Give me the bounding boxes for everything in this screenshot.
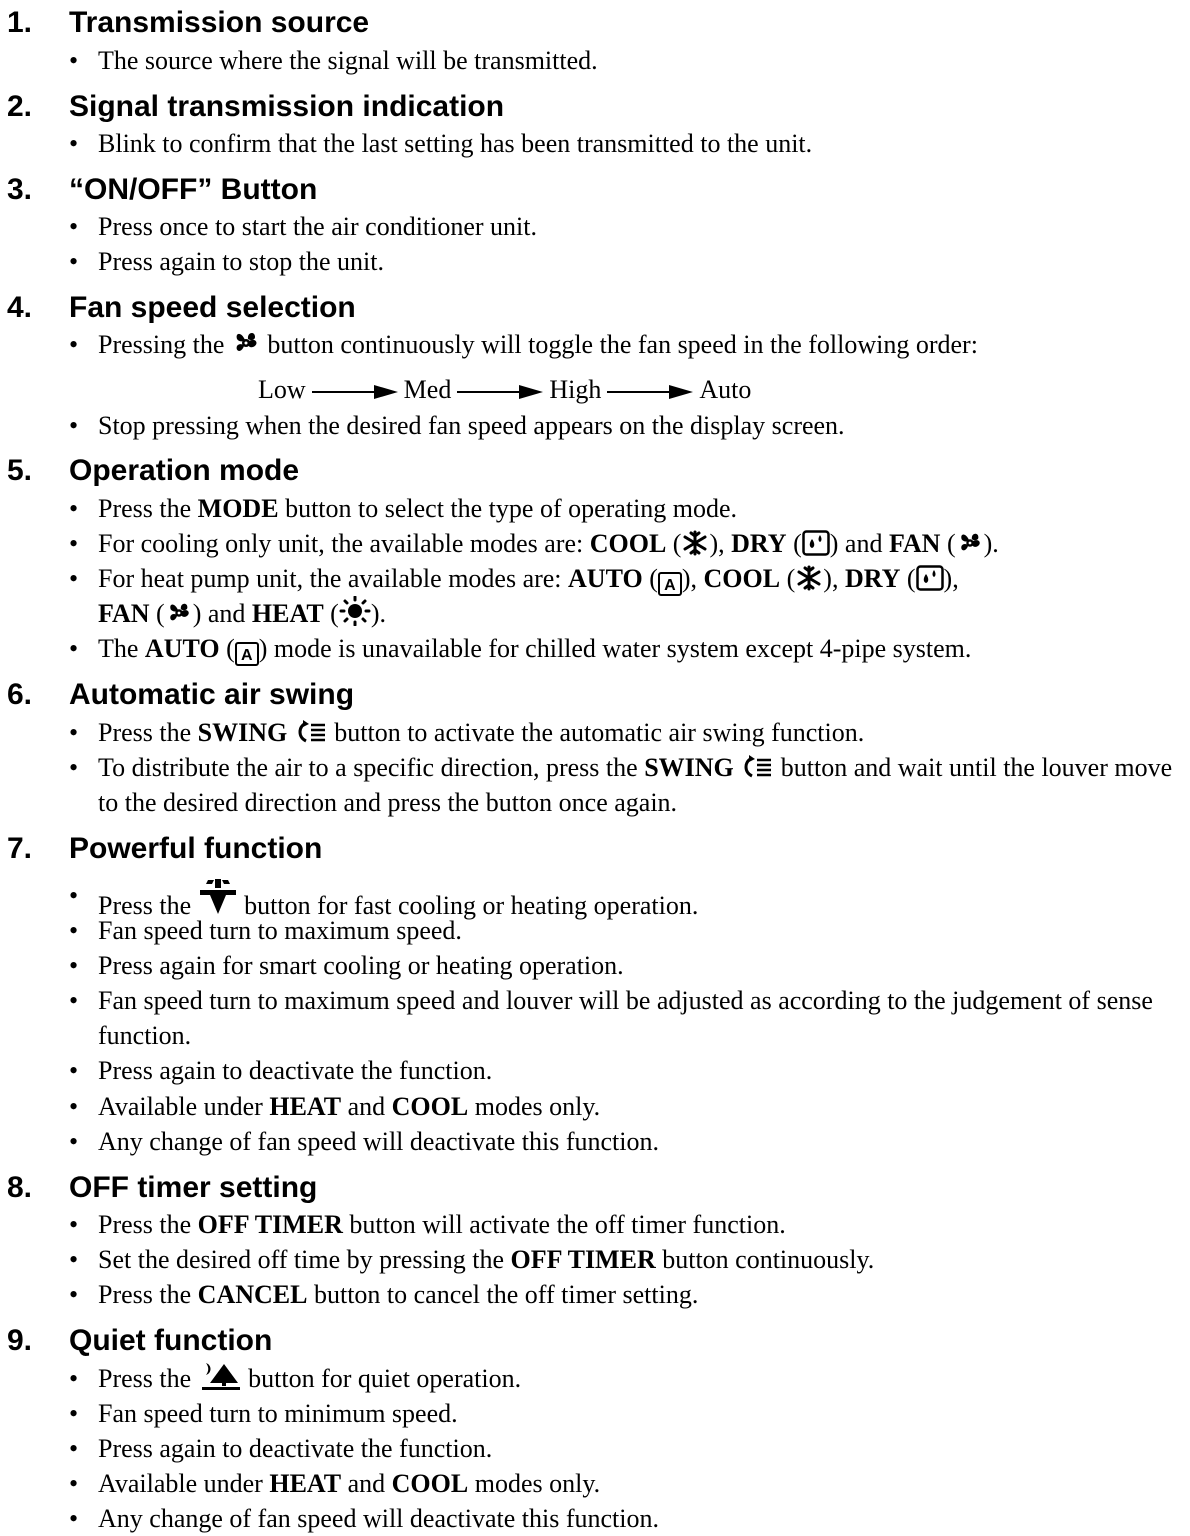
- mode-swing: SWING: [644, 753, 734, 782]
- fan-speed-med: Med: [403, 375, 452, 404]
- bullet: •: [69, 411, 79, 440]
- fan-speed-low: Low: [258, 375, 306, 404]
- mode-cool: COOL: [391, 1469, 469, 1498]
- bullet: •: [69, 634, 79, 663]
- bullet: •: [69, 916, 79, 945]
- item-text: button will activate the off timer function.: [349, 1210, 786, 1239]
- list-item: Any change of fan speed will deactivate this function.: [98, 1504, 659, 1533]
- bullet: •: [69, 494, 79, 523]
- list-item: [98, 491, 1190, 526]
- item-text: button continuously.: [662, 1245, 875, 1274]
- item-text: and: [844, 529, 883, 558]
- list-item: Fan speed turn to minimum speed.: [98, 1399, 458, 1428]
- dry-icon: [802, 530, 830, 556]
- bullet: •: [69, 529, 79, 558]
- mode-dry: DRY: [731, 529, 787, 558]
- item-text: button to cancel the off timer setting.: [313, 1280, 699, 1309]
- list-item: [98, 1207, 1190, 1242]
- bullet: •: [69, 753, 79, 782]
- bullet: •: [69, 1434, 79, 1463]
- item-text: and: [347, 1469, 386, 1498]
- section-number: 2.: [7, 90, 33, 123]
- auto-icon: A: [235, 642, 259, 666]
- item-text: Press the: [98, 1364, 192, 1393]
- bullet: •: [69, 1504, 79, 1533]
- item-text: For heat pump unit, the available modes are:: [98, 564, 562, 593]
- swing-icon: [740, 754, 774, 780]
- item-text: To distribute the air to a specific direction, press the: [98, 753, 638, 782]
- arrow-right-icon: [607, 377, 693, 407]
- item-text: Press the: [98, 1210, 192, 1239]
- list-item: [98, 1242, 1190, 1277]
- bullet: •: [69, 1056, 79, 1085]
- dry-icon: [916, 565, 944, 591]
- section-number: 4.: [7, 291, 33, 324]
- mode-heat: HEAT: [269, 1469, 342, 1498]
- section-number: 6.: [7, 678, 33, 711]
- bullet: •: [69, 1245, 79, 1274]
- list-item: Fan speed turn to maximum speed and louver will be adjusted as according to the judgement of sense function.: [98, 986, 1153, 1050]
- section-title: Quiet function: [69, 1324, 273, 1357]
- bullet: •: [69, 1210, 79, 1239]
- item-text: button continuously will toggle the fan speed in the following order:: [267, 330, 978, 359]
- item-text: Press the: [98, 891, 192, 920]
- mode-auto: AUTO: [144, 634, 220, 663]
- off-timer-label: OFF TIMER: [197, 1210, 343, 1239]
- fan-icon: [956, 530, 984, 556]
- bullet: •: [69, 564, 79, 593]
- section-number: 9.: [7, 1324, 33, 1357]
- bullet: •: [69, 986, 79, 1015]
- section-title: Operation mode: [69, 454, 300, 487]
- list-item: [98, 1277, 1190, 1312]
- item-text: modes only.: [474, 1469, 601, 1498]
- list-item: For heat pump unit, the available modes are: AUTO ( A ), COOL ( ), DRY ( ), FAN ( ) and HEAT ( ).: [98, 564, 959, 628]
- item-text: and: [207, 599, 246, 628]
- snowflake-icon: [795, 565, 823, 591]
- item-text: and: [347, 1092, 386, 1121]
- section-number: 5.: [7, 454, 33, 487]
- section-number: 8.: [7, 1171, 33, 1204]
- section-title: Signal transmission indication: [69, 90, 505, 123]
- powerful-icon: [198, 878, 238, 916]
- mode-fan: FAN: [98, 599, 150, 628]
- mode-dry: DRY: [844, 564, 901, 593]
- list-item: Press again to deactivate the function.: [98, 1434, 493, 1463]
- list-item: The AUTO ( A ) mode is unavailable for chilled water system except 4-pipe system.: [98, 634, 972, 664]
- list-item: Press once to start the air conditioner unit.: [98, 212, 538, 241]
- fan-speed-high: High: [549, 375, 602, 404]
- auto-icon: A: [658, 572, 682, 596]
- fan-speed-auto: Auto: [699, 375, 752, 404]
- item-text: mode is unavailable for chilled water system except 4-pipe system.: [273, 634, 972, 663]
- item-text: The: [98, 634, 139, 663]
- arrow-right-icon: [457, 377, 543, 407]
- item-text: For cooling only unit, the available modes are:: [98, 529, 584, 558]
- list-item: [98, 1466, 1190, 1501]
- item-text: Press the: [98, 1280, 192, 1309]
- list-item: Press again to deactivate the function.: [98, 1056, 493, 1085]
- swing-icon: [294, 719, 328, 745]
- list-item: Press again for smart cooling or heating operation.: [98, 951, 624, 980]
- bullet: •: [69, 330, 79, 359]
- bullet: •: [69, 951, 79, 980]
- bullet: •: [69, 46, 79, 75]
- list-item: Any change of fan speed will deactivate this function.: [98, 1127, 659, 1156]
- item-text: button for fast cooling or heating operation.: [244, 891, 699, 920]
- item-text: Pressing the: [98, 330, 225, 359]
- section-number: 1.: [7, 6, 33, 39]
- item-text: button and wait until the louver move to the desired direction and press the button once again.: [98, 753, 1173, 817]
- section-number: 3.: [7, 173, 33, 206]
- item-text: Press the: [98, 494, 192, 523]
- list-item: [98, 327, 1190, 362]
- mode-cool: COOL: [391, 1092, 469, 1121]
- list-item: Stop pressing when the desired fan speed appears on the display screen.: [98, 411, 845, 440]
- mode-cool: COOL: [703, 564, 781, 593]
- fan-speed-sequence: [258, 375, 751, 407]
- list-item: [98, 1089, 1190, 1124]
- item-text: button to activate the automatic air swing function.: [334, 718, 865, 747]
- item-text: Available under: [98, 1092, 263, 1121]
- mode-heat: HEAT: [251, 599, 324, 628]
- arrow-right-icon: [312, 377, 398, 407]
- bullet: •: [69, 718, 79, 747]
- list-item: [98, 750, 1190, 820]
- list-item: Fan speed turn to maximum speed.: [98, 916, 462, 945]
- bullet: •: [69, 1127, 79, 1156]
- off-timer-label: OFF TIMER: [510, 1245, 656, 1274]
- item-text: Set the desired off time by pressing the: [98, 1245, 505, 1274]
- item-text: button to select the type of operating mode.: [285, 494, 738, 523]
- cancel-label: CANCEL: [197, 1280, 308, 1309]
- section-number: 7.: [7, 832, 33, 865]
- item-text: Press the: [98, 718, 192, 747]
- mode-swing: SWING: [197, 718, 288, 747]
- section-title: “ON/OFF” Button: [69, 173, 318, 206]
- mode-label: MODE: [197, 494, 279, 523]
- section-title: OFF timer setting: [69, 1171, 318, 1204]
- list-item: [98, 715, 1190, 750]
- bullet: •: [69, 1280, 79, 1309]
- bullet: •: [69, 1399, 79, 1428]
- mode-heat: HEAT: [269, 1092, 342, 1121]
- quiet-icon: [198, 1361, 242, 1391]
- list-item: [98, 1361, 1190, 1396]
- snowflake-icon: [681, 530, 709, 556]
- bullet: •: [69, 1364, 79, 1393]
- bullet: •: [69, 247, 79, 276]
- bullet: •: [69, 881, 79, 910]
- list-item: For cooling only unit, the available modes are: COOL ( ), DRY ( ) and FAN ( ).: [98, 529, 999, 558]
- item-text: button for quiet operation.: [248, 1364, 522, 1393]
- bullet: •: [69, 129, 79, 158]
- bullet: •: [69, 1092, 79, 1121]
- section-title: Transmission source: [69, 6, 370, 39]
- section-title: Fan speed selection: [69, 291, 356, 324]
- fan-icon: [165, 600, 193, 626]
- bullet: •: [69, 1469, 79, 1498]
- list-item: The source where the signal will be transmitted.: [98, 46, 598, 75]
- list-item: Blink to confirm that the last setting has been transmitted to the unit.: [98, 129, 813, 158]
- section-title: Automatic air swing: [69, 678, 355, 711]
- item-text: modes only.: [474, 1092, 601, 1121]
- section-title: Powerful function: [69, 832, 323, 865]
- sun-icon: [339, 596, 371, 626]
- fan-icon: [231, 329, 261, 357]
- item-text: Available under: [98, 1469, 263, 1498]
- mode-fan: FAN: [888, 529, 941, 558]
- bullet: •: [69, 212, 79, 241]
- list-item: Press again to stop the unit.: [98, 247, 384, 276]
- mode-cool: COOL: [589, 529, 667, 558]
- mode-auto: AUTO: [568, 564, 643, 593]
